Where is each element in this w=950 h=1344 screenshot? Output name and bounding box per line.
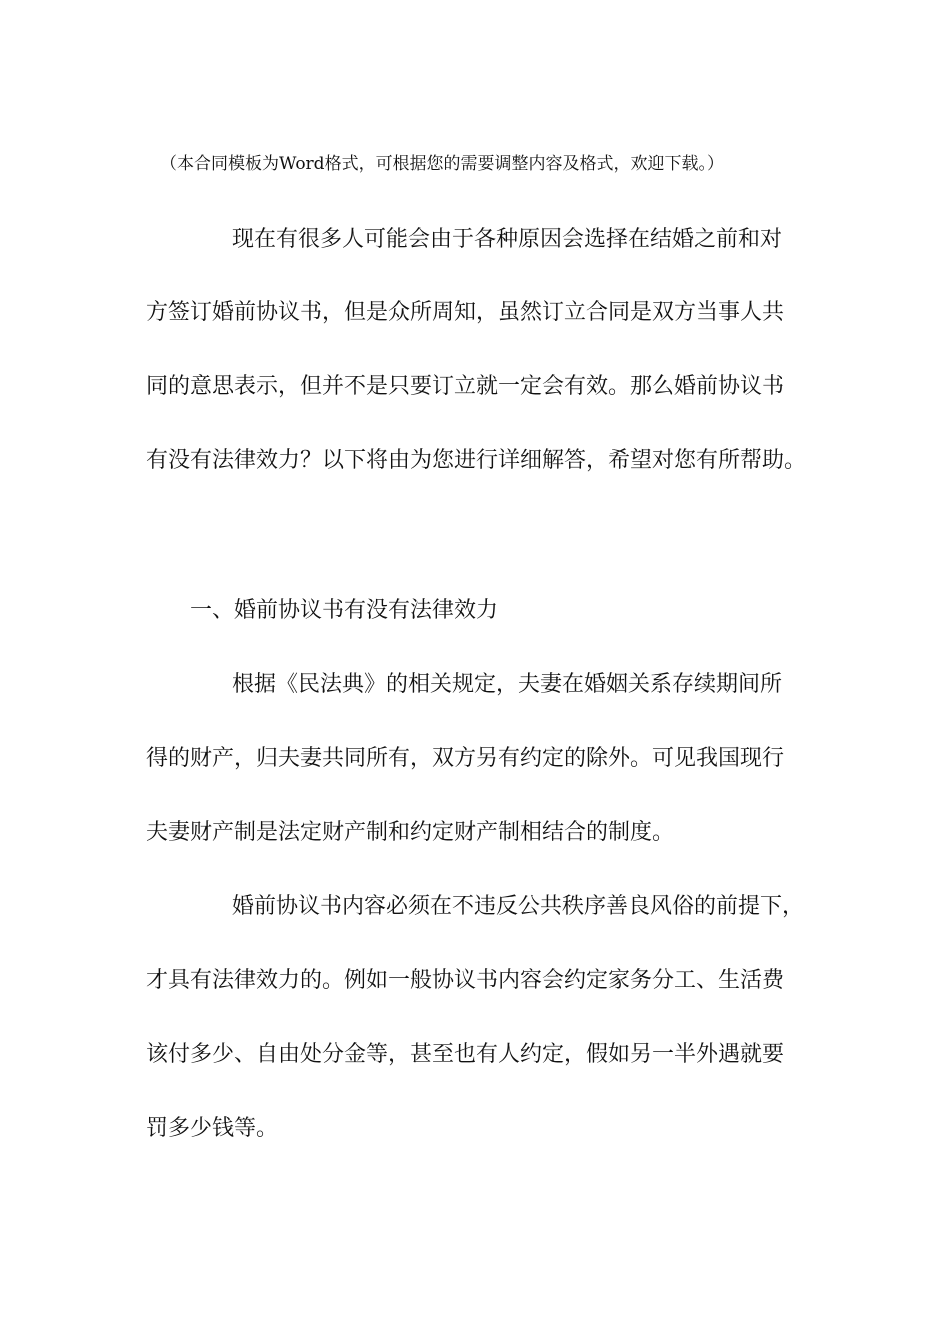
intro-line-4: 有没有法律效力？以下将由为您进行详细解答，希望对您有所帮助。 — [146, 448, 807, 473]
intro-line-3: 同的意思表示，但并不是只要订立就一定会有效。那么婚前协议书 — [146, 374, 785, 399]
paragraph1-line-3: 夫妻财产制是法定财产制和约定财产制相结合的制度。 — [146, 820, 675, 845]
section-heading: 一、婚前协议书有没有法律效力 — [190, 598, 499, 623]
paragraph2-line-1: 婚前协议书内容必须在不违反公共秩序善良风俗的前提下， — [232, 894, 805, 919]
paragraph1-line-1: 根据《民法典》的相关规定，夫妻在婚姻关系存续期间所 — [232, 672, 783, 697]
intro-line-1: 现在有很多人可能会由于各种原因会选择在结婚之前和对 — [232, 227, 783, 252]
template-note: （本合同模板为Word格式，可根据您的需要调整内容及格式，欢迎下载。） — [160, 154, 725, 174]
paragraph2-line-4: 罚多少钱等。 — [146, 1116, 279, 1141]
intro-line-2: 方签订婚前协议书，但是众所周知，虽然订立合同是双方当事人共 — [146, 300, 785, 325]
paragraph1-line-2: 得的财产，归夫妻共同所有，双方另有约定的除外。可见我国现行 — [146, 746, 785, 771]
paragraph2-line-3: 该付多少、自由处分金等，甚至也有人约定，假如另一半外遇就要 — [146, 1042, 785, 1067]
paragraph2-line-2: 才具有法律效力的。例如一般协议书内容会约定家务分工、生活费 — [146, 968, 785, 993]
